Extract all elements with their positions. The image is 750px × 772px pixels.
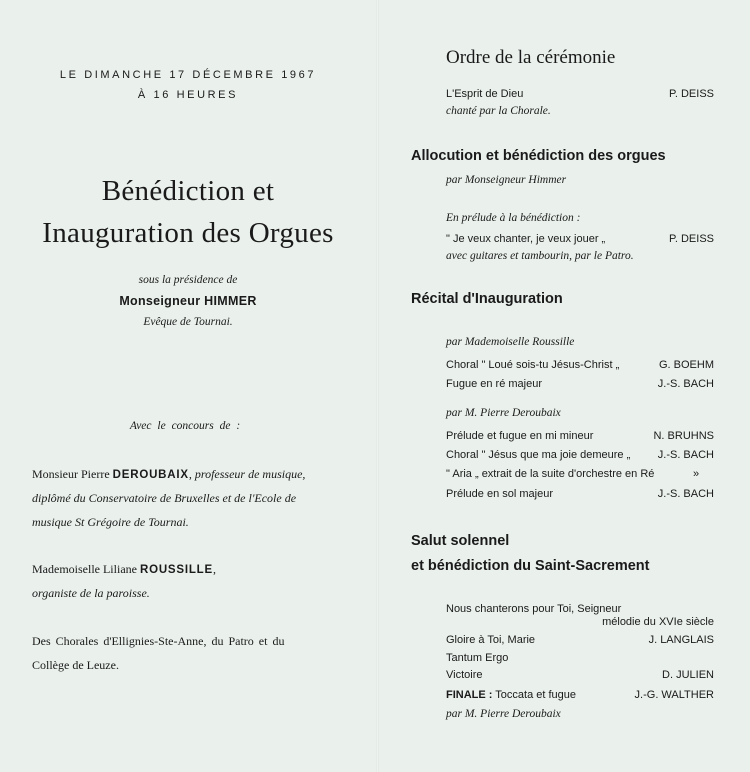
program-item-piece: Gloire à Toi, Marie [446, 634, 536, 646]
program-item-composer: G. BOEHM [658, 359, 714, 371]
performer-prefix: Monsieur Pierre [32, 467, 113, 481]
program-item-piece: Choral " Jésus que ma joie demeure „ [446, 449, 631, 461]
program-item-ditto: » [693, 468, 700, 480]
program-item-composer: J.-S. BACH [657, 449, 714, 461]
salut-heading-line2: et bénédiction du Saint-Sacrement [411, 558, 650, 574]
program-item-piece: Prélude et fugue en mi mineur [446, 430, 594, 442]
program-item-piece: Prélude en sol majeur [446, 488, 554, 500]
time-line: À 16 HEURES [137, 89, 239, 101]
program-item-composer: mélodie du XVIe siècle [602, 616, 714, 628]
performer-roussille-line2: organiste de la paroisse. [32, 586, 150, 600]
prelude-note: avec guitares et tambourin, par le Patro. [446, 250, 634, 262]
salut-heading-line1: Salut solennel [411, 533, 510, 549]
presidency-name: Monseigneur HIMMER [119, 294, 257, 308]
allocution-by: par Monseigneur Himmer [446, 174, 567, 186]
ceremony-title: Ordre de la cérémonie [446, 47, 616, 68]
prelude-composer: P. DEISS [668, 233, 714, 245]
esprit-composer: P. DEISS [668, 88, 714, 100]
performer-deroubaix-line3: musique St Grégoire de Tournai. [32, 515, 189, 529]
allocution-heading: Allocution et bénédiction des orgues [411, 148, 666, 164]
performer-surname: ROUSSILLE [139, 564, 213, 576]
program-item-piece: Choral " Loué sois-tu Jésus-Christ „ [446, 359, 620, 371]
prelude-piece: " Je veux chanter, je veux jouer „ [446, 233, 606, 245]
concours-heading: Avec le concours de : [129, 420, 241, 432]
program-item-composer: D. JULIEN [662, 669, 714, 681]
date-line: LE DIMANCHE 17 DÉCEMBRE 1967 [59, 69, 317, 81]
presidency-intro: sous la présidence de [138, 274, 238, 286]
recital-by-roussille: par Mademoiselle Roussille [446, 336, 575, 348]
program-item-composer: J.-S. BACH [657, 378, 714, 390]
program-item-piece: " Aria „ extrait de la suite d'orchestre en Ré [446, 468, 655, 480]
page-fold [376, 0, 379, 772]
program-item-piece: Victoire [446, 669, 483, 681]
program-item-piece: Tantum Ergo [446, 652, 509, 664]
performer-rest: , professeur de musique, [188, 467, 306, 481]
esprit-title: L'Esprit de Dieu [446, 88, 524, 100]
page-title-line1: Bénédiction et [101, 175, 275, 207]
finale-piece: Toccata et fugue [492, 689, 577, 701]
chorales-line2: Collège de Leuze. [32, 658, 119, 672]
program-item-composer: J.-S. BACH [657, 488, 714, 500]
page-title-line2: Inauguration des Orgues [42, 217, 334, 249]
recital-heading: Récital d'Inauguration [411, 291, 563, 307]
finale-item [446, 689, 576, 701]
presidency-title: Evêque de Tournai. [143, 316, 233, 328]
performer-rest: , [212, 562, 216, 576]
performer-deroubaix [32, 467, 305, 482]
program-item-composer: N. BRUHNS [653, 430, 714, 442]
finale-composer: J.-G. WALTHER [634, 689, 714, 701]
recital-by-deroubaix: par M. Pierre Deroubaix [446, 407, 561, 419]
performer-surname: DEROUBAIX [112, 469, 189, 481]
performer-deroubaix-line2: diplômé du Conservatoire de Bruxelles et de l'Ecole de [32, 491, 297, 505]
finale-by: par M. Pierre Deroubaix [446, 708, 561, 720]
finale-label: FINALE : [446, 689, 493, 701]
performer-prefix: Mademoiselle Liliane [32, 562, 140, 576]
program-item-piece: Nous chanterons pour Toi, Seigneur [446, 603, 622, 615]
program-item-piece: Fugue en ré majeur [446, 378, 542, 390]
prelude-intro: En prélude à la bénédiction : [446, 212, 581, 224]
esprit-note: chanté par la Chorale. [446, 105, 551, 117]
performer-roussille [32, 562, 216, 577]
program-item-composer: J. LANGLAIS [648, 634, 714, 646]
chorales-line1: Des Chorales d'Ellignies-Ste-Anne, du Patro et du [32, 634, 285, 648]
